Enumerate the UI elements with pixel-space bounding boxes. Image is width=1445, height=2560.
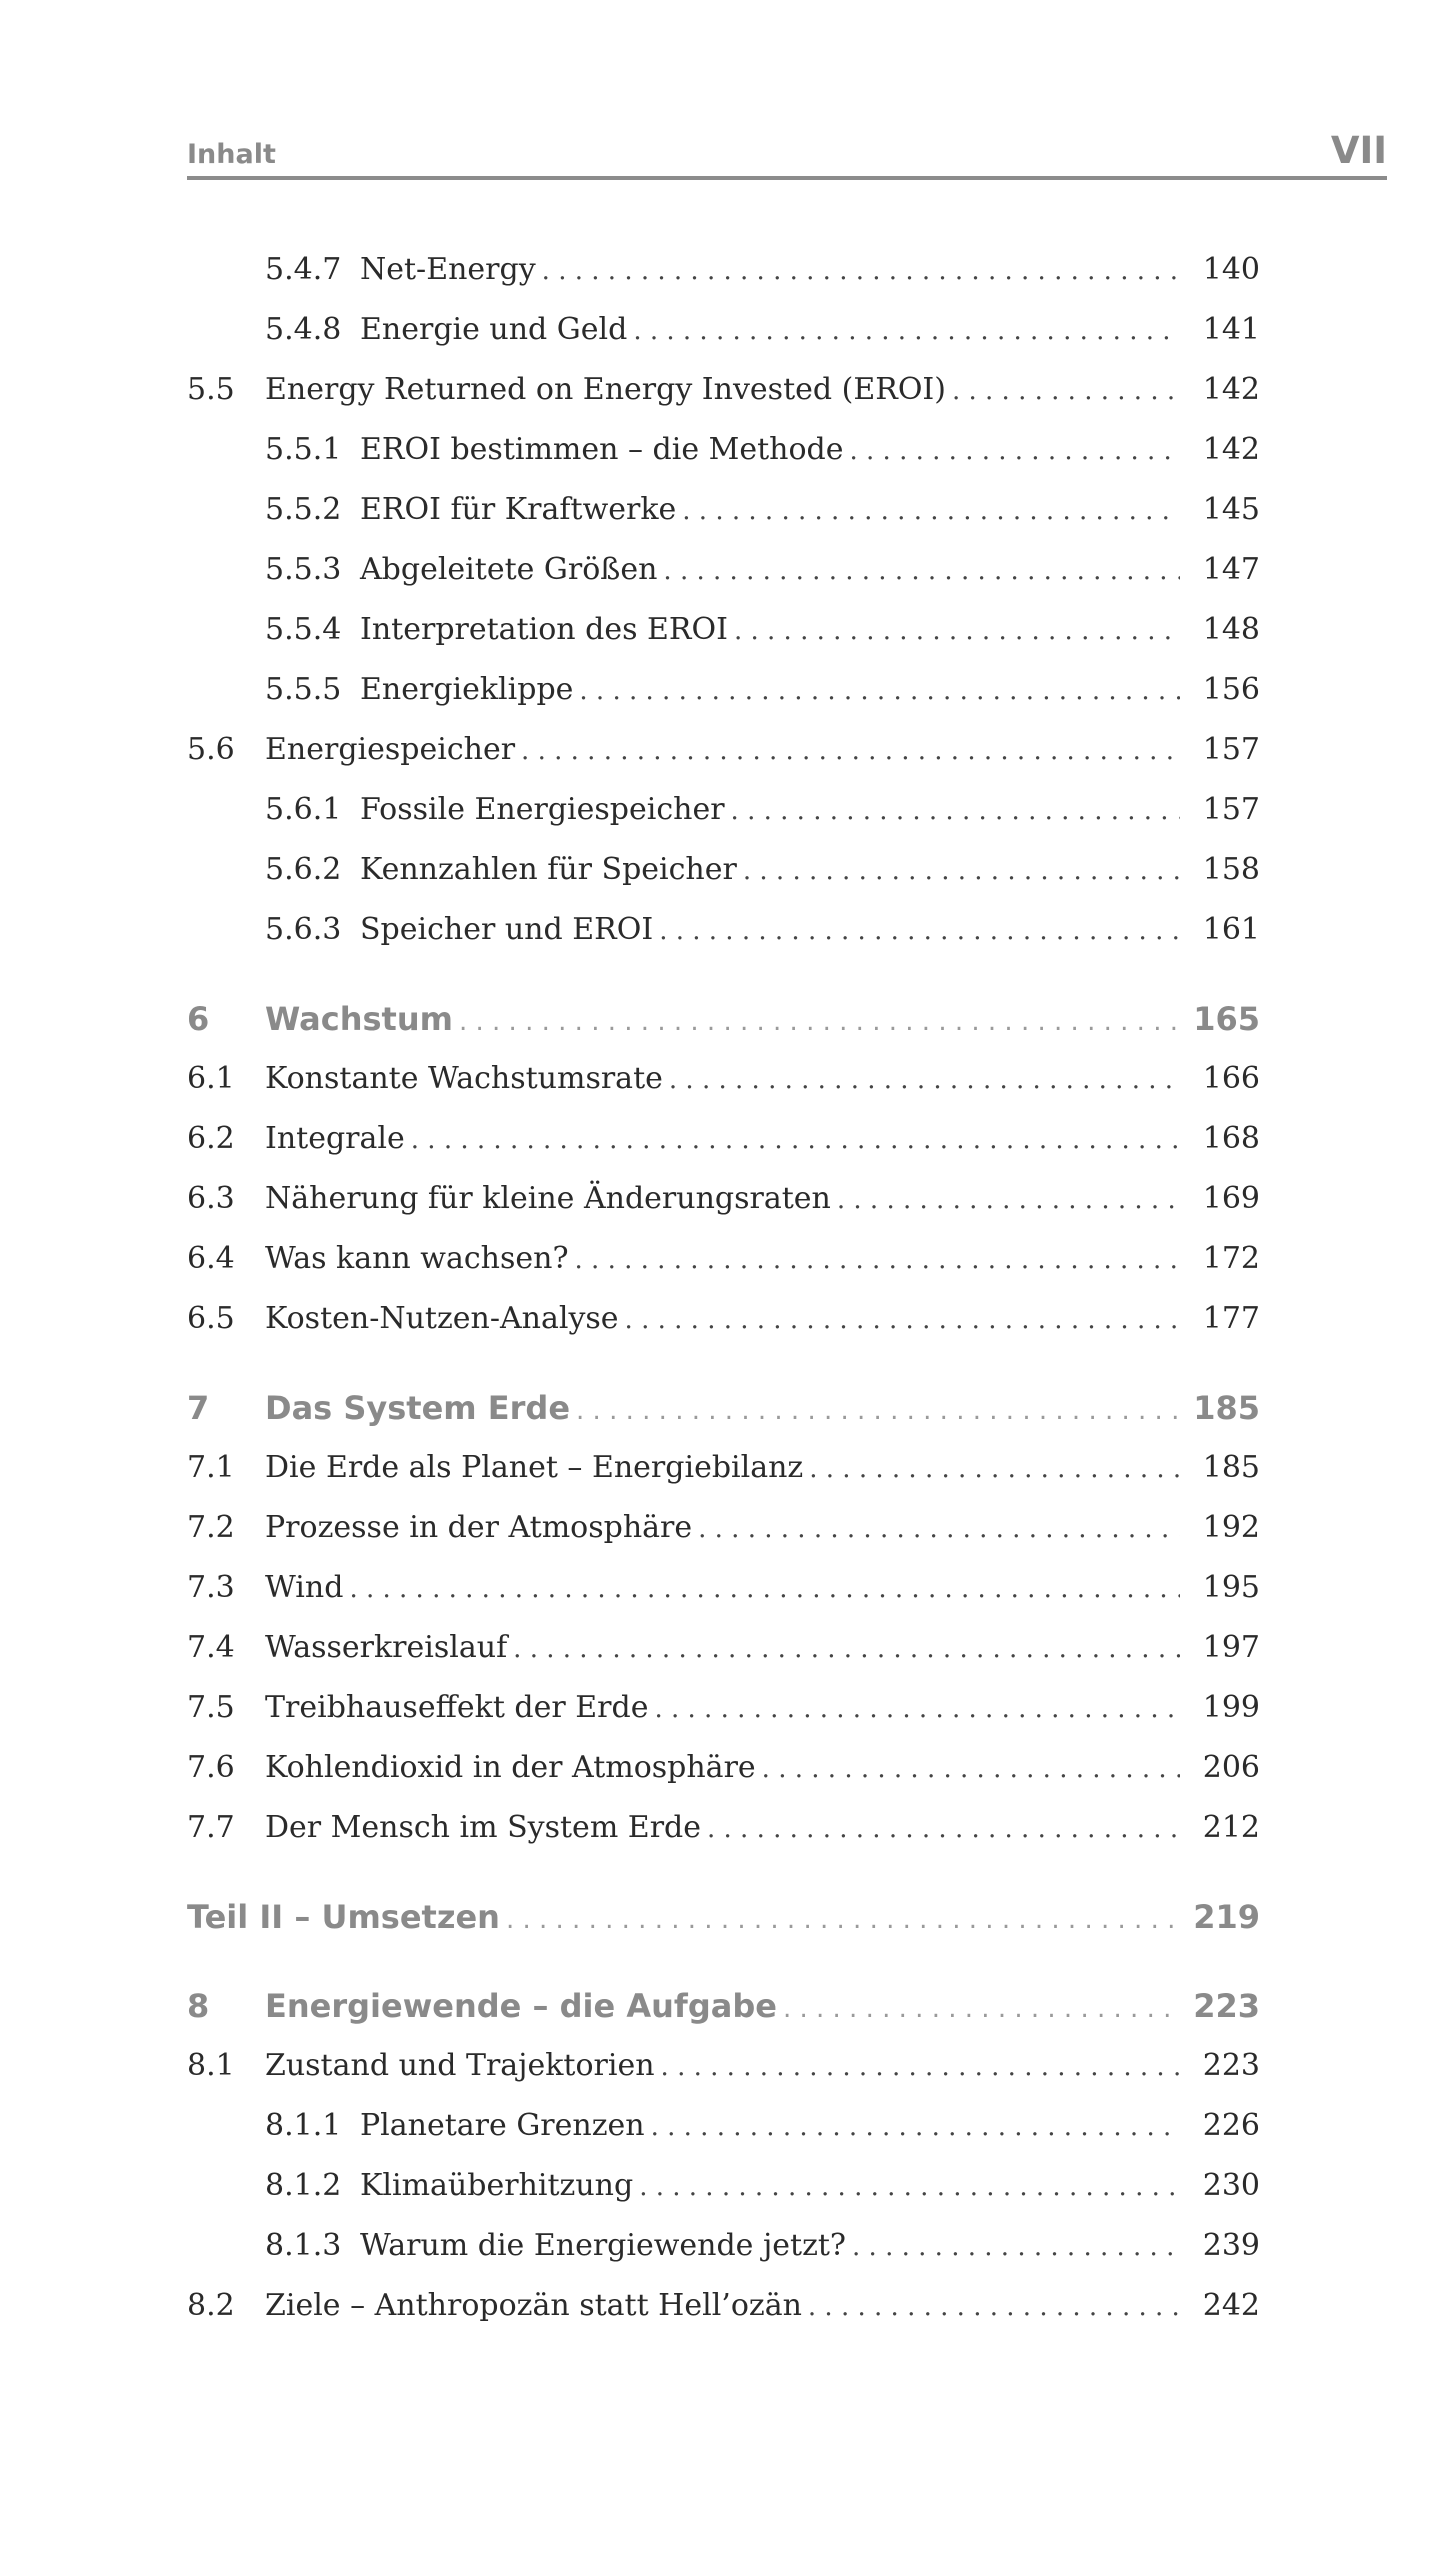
- toc-entry-line: [360, 420, 1260, 481]
- toc-entry-title: Kohlendioxid in der Atmosphäre: [265, 1750, 756, 1785]
- toc-entry-sub[interactable]: [187, 240, 1260, 300]
- toc-entry-line: [187, 1887, 1260, 1950]
- toc-entry-sub[interactable]: [187, 540, 1260, 600]
- toc-entry-section[interactable]: [187, 720, 1260, 780]
- toc-entry-number: 5.4.8: [265, 312, 342, 347]
- toc-entry-title: Fossile Energiespeicher: [360, 792, 725, 827]
- dot-leader: [734, 601, 1180, 661]
- dot-leader: [783, 1979, 1180, 2039]
- toc-entry-page: 177: [1202, 1301, 1260, 1336]
- toc-entry-part[interactable]: [187, 1887, 1260, 1947]
- toc-entry-title: Ziele – Anthropozän statt Hell’ozän: [265, 2288, 802, 2323]
- toc-entry-line: [360, 300, 1260, 361]
- toc-entry-page: 185: [1193, 1389, 1260, 1427]
- toc-entry-number: 7: [187, 1389, 210, 1427]
- toc-entry-line: [360, 240, 1260, 301]
- table-of-contents: [187, 240, 1260, 2336]
- toc-entry-sub[interactable]: [187, 2096, 1260, 2156]
- toc-entry-title: Kosten-Nutzen-Analyse: [265, 1301, 619, 1336]
- toc-entry-title: Wachstum: [265, 1000, 453, 1038]
- toc-entry-number: 5.6.1: [265, 792, 342, 827]
- toc-entry-title: Prozesse in der Atmosphäre: [265, 1510, 693, 1545]
- toc-entry-page: 141: [1202, 312, 1260, 347]
- dot-leader: [762, 1739, 1180, 1799]
- toc-entry-line: [265, 1976, 1260, 2039]
- toc-entry-title: Interpretation des EROI: [360, 612, 728, 647]
- toc-entry-page: 226: [1202, 2108, 1260, 2143]
- toc-entry-page: 157: [1202, 792, 1260, 827]
- toc-entry-section[interactable]: [187, 1289, 1260, 1349]
- toc-entry-line: [265, 1678, 1260, 1739]
- toc-entry-line: [360, 2096, 1260, 2157]
- toc-entry-number: 7.1: [187, 1450, 235, 1485]
- dot-leader: [459, 992, 1180, 1052]
- toc-entry-section[interactable]: [187, 1558, 1260, 1618]
- toc-entry-title: Treibhauseffekt der Erde: [265, 1690, 649, 1725]
- toc-entry-sub[interactable]: [187, 420, 1260, 480]
- toc-entry-line: [265, 2036, 1260, 2097]
- toc-entry-title: Integrale: [265, 1121, 405, 1156]
- toc-entry-number: 5.5.5: [265, 672, 342, 707]
- toc-entry-line: [360, 840, 1260, 901]
- dot-leader: [349, 1559, 1180, 1619]
- toc-entry-section[interactable]: [187, 1498, 1260, 1558]
- toc-entry-page: 157: [1202, 732, 1260, 767]
- toc-entry-title: Energy Returned on Energy Invested (EROI): [265, 372, 946, 407]
- toc-entry-number: 8.1: [187, 2048, 235, 2083]
- toc-entry-number: 6.4: [187, 1241, 235, 1276]
- toc-entry-line: [360, 780, 1260, 841]
- toc-entry-sub[interactable]: [187, 2156, 1260, 2216]
- toc-entry-page: 168: [1202, 1121, 1260, 1156]
- toc-entry-section[interactable]: [187, 1798, 1260, 1858]
- toc-entry-page: 239: [1202, 2228, 1260, 2263]
- toc-entry-section[interactable]: [187, 2036, 1260, 2096]
- toc-entry-number: 5.5.1: [265, 432, 342, 467]
- toc-entry-sub[interactable]: [187, 600, 1260, 660]
- toc-entry-title: Energiewende – die Aufgabe: [265, 1987, 777, 2025]
- toc-entry-page: 166: [1202, 1061, 1260, 1096]
- toc-entry-number: 7.5: [187, 1690, 235, 1725]
- dot-leader: [698, 1499, 1180, 1559]
- toc-gap: [187, 1349, 1260, 1378]
- toc-entry-page: 212: [1202, 1810, 1260, 1845]
- dot-leader: [542, 241, 1180, 301]
- toc-entry-section[interactable]: [187, 1618, 1260, 1678]
- toc-entry-title: Klimaüberhitzung: [360, 2168, 634, 2203]
- dot-leader: [852, 2217, 1180, 2277]
- toc-gap: [187, 1947, 1260, 1976]
- toc-entry-title: Näherung für kleine Änderungsraten: [265, 1181, 831, 1216]
- dot-leader: [669, 1050, 1180, 1110]
- dot-leader: [809, 1439, 1180, 1499]
- dot-leader: [625, 1290, 1180, 1350]
- toc-entry-page: 148: [1202, 612, 1260, 647]
- toc-entry-line: [265, 1498, 1260, 1559]
- dot-leader: [576, 1381, 1180, 1441]
- toc-entry-number: 5.5.4: [265, 612, 342, 647]
- dot-leader: [837, 1170, 1180, 1230]
- toc-entry-number: 8.1.3: [265, 2228, 342, 2263]
- page-number: VII: [1330, 129, 1387, 172]
- toc-entry-page: 192: [1202, 1510, 1260, 1545]
- toc-entry-line: [265, 1289, 1260, 1350]
- toc-entry-number: 8.2: [187, 2288, 235, 2323]
- toc-entry-title: Warum die Energiewende jetzt?: [360, 2228, 847, 2263]
- toc-entry-page: 140: [1202, 252, 1260, 287]
- dot-leader: [661, 2037, 1180, 2097]
- toc-entry-line: [360, 600, 1260, 661]
- toc-entry-line: [265, 720, 1260, 781]
- toc-entry-number: 5.6.3: [265, 912, 342, 947]
- toc-entry-title: Zustand und Trajektorien: [265, 2048, 655, 2083]
- toc-entry-line: [265, 1618, 1260, 1679]
- toc-entry-page: 156: [1202, 672, 1260, 707]
- toc-entry-sub[interactable]: [187, 660, 1260, 720]
- toc-entry-title: Die Erde als Planet – Energiebilanz: [265, 1450, 804, 1485]
- toc-entry-page: 223: [1193, 1987, 1260, 2025]
- dot-leader: [639, 2157, 1180, 2217]
- toc-entry-page: 206: [1202, 1750, 1260, 1785]
- toc-entry-chapter[interactable]: [187, 989, 1260, 1049]
- dot-leader: [707, 1799, 1180, 1859]
- toc-entry-page: 197: [1202, 1630, 1260, 1665]
- toc-entry-line: [265, 360, 1260, 421]
- toc-entry-section[interactable]: [187, 2276, 1260, 2336]
- toc-entry-title: Konstante Wachstumsrate: [265, 1061, 663, 1096]
- dot-leader: [682, 481, 1180, 541]
- dot-leader: [663, 541, 1180, 601]
- dot-leader: [506, 1890, 1180, 1950]
- toc-entry-title: Abgeleitete Größen: [360, 552, 658, 587]
- toc-entry-title: Planetare Grenzen: [360, 2108, 645, 2143]
- toc-entry-title: Energieklippe: [360, 672, 574, 707]
- toc-entry-title: Teil II – Umsetzen: [187, 1898, 500, 1936]
- toc-entry-title: Das System Erde: [265, 1389, 571, 1427]
- toc-entry-line: [265, 1229, 1260, 1290]
- toc-entry-section[interactable]: [187, 1169, 1260, 1229]
- toc-entry-line: [265, 1438, 1260, 1499]
- toc-entry-sub[interactable]: [187, 780, 1260, 840]
- toc-entry-line: [265, 989, 1260, 1052]
- toc-entry-page: 223: [1202, 2048, 1260, 2083]
- toc-entry-section[interactable]: [187, 1438, 1260, 1498]
- toc-entry-number: 8.1.2: [265, 2168, 342, 2203]
- dot-leader: [575, 1230, 1180, 1290]
- toc-entry-number: 6: [187, 1000, 210, 1038]
- toc-entry-number: 6.3: [187, 1181, 235, 1216]
- toc-entry-title: Wind: [265, 1570, 344, 1605]
- toc-gap: [187, 1858, 1260, 1887]
- dot-leader: [633, 301, 1180, 361]
- toc-entry-title: Was kann wachsen?: [265, 1241, 569, 1276]
- toc-entry-page: 219: [1193, 1898, 1260, 1936]
- toc-entry-title: Energie und Geld: [360, 312, 628, 347]
- toc-entry-number: 5.6: [187, 732, 235, 767]
- toc-entry-page: 230: [1202, 2168, 1260, 2203]
- toc-entry-line: [265, 1109, 1260, 1170]
- running-head: Inhalt: [187, 139, 276, 170]
- toc-entry-number: 5.5: [187, 372, 235, 407]
- dot-leader: [659, 901, 1180, 961]
- toc-entry-sub[interactable]: [187, 2216, 1260, 2276]
- toc-entry-section[interactable]: [187, 1109, 1260, 1169]
- toc-entry-chapter[interactable]: [187, 1378, 1260, 1438]
- toc-entry-page: 195: [1202, 1570, 1260, 1605]
- dot-leader: [808, 2277, 1180, 2337]
- toc-entry-number: 6.1: [187, 1061, 235, 1096]
- toc-entry-page: 169: [1202, 1181, 1260, 1216]
- toc-entry-line: [265, 1558, 1260, 1619]
- toc-entry-number: 6.2: [187, 1121, 235, 1156]
- toc-entry-page: 242: [1202, 2288, 1260, 2323]
- toc-entry-number: 7.6: [187, 1750, 235, 1785]
- toc-entry-page: 142: [1202, 372, 1260, 407]
- toc-entry-section[interactable]: [187, 1049, 1260, 1109]
- toc-entry-title: Der Mensch im System Erde: [265, 1810, 701, 1845]
- toc-entry-title: Wasserkreislauf: [265, 1630, 508, 1665]
- toc-entry-page: 145: [1202, 492, 1260, 527]
- toc-entry-sub[interactable]: [187, 480, 1260, 540]
- toc-entry-line: [360, 480, 1260, 541]
- toc-entry-line: [265, 1798, 1260, 1859]
- toc-entry-page: 158: [1202, 852, 1260, 887]
- toc-entry-chapter[interactable]: [187, 1976, 1260, 2036]
- toc-entry-page: 165: [1193, 1000, 1260, 1038]
- toc-entry-line: [265, 1738, 1260, 1799]
- dot-leader: [731, 781, 1180, 841]
- dot-leader: [411, 1110, 1180, 1170]
- toc-entry-line: [360, 660, 1260, 721]
- toc-entry-number: 5.5.2: [265, 492, 342, 527]
- toc-entry-sub[interactable]: [187, 900, 1260, 960]
- toc-entry-page: 142: [1202, 432, 1260, 467]
- toc-entry-section[interactable]: [187, 360, 1260, 420]
- toc-entry-line: [360, 2216, 1260, 2277]
- toc-entry-number: 7.3: [187, 1570, 235, 1605]
- toc-entry-page: 185: [1202, 1450, 1260, 1485]
- toc-entry-title: EROI für Kraftwerke: [360, 492, 677, 527]
- toc-entry-title: Speicher und EROI: [360, 912, 654, 947]
- toc-entry-page: 161: [1202, 912, 1260, 947]
- toc-entry-line: [265, 1049, 1260, 1110]
- toc-entry-line: [360, 900, 1260, 961]
- toc-entry-title: Kennzahlen für Speicher: [360, 852, 737, 887]
- dot-leader: [743, 841, 1180, 901]
- toc-entry-number: 8: [187, 1987, 210, 2025]
- toc-entry-title: Net-Energy: [360, 252, 536, 287]
- toc-entry-section[interactable]: [187, 1229, 1260, 1289]
- dot-leader: [579, 661, 1180, 721]
- toc-entry-number: 5.6.2: [265, 852, 342, 887]
- toc-entry-line: [360, 2156, 1260, 2217]
- toc-entry-line: [265, 1169, 1260, 1230]
- dot-leader: [513, 1619, 1180, 1679]
- toc-entry-line: [265, 1378, 1260, 1441]
- toc-entry-number: 6.5: [187, 1301, 235, 1336]
- dot-leader: [849, 421, 1180, 481]
- toc-entry-section[interactable]: [187, 1678, 1260, 1738]
- toc-entry-line: [360, 540, 1260, 601]
- toc-entry-page: 199: [1202, 1690, 1260, 1725]
- dot-leader: [651, 2097, 1180, 2157]
- toc-entry-number: 8.1.1: [265, 2108, 342, 2143]
- toc-entry-sub[interactable]: [187, 300, 1260, 360]
- toc-entry-section[interactable]: [187, 1738, 1260, 1798]
- toc-entry-title: EROI bestimmen – die Methode: [360, 432, 844, 467]
- toc-entry-line: [265, 2276, 1260, 2337]
- toc-entry-page: 172: [1202, 1241, 1260, 1276]
- toc-entry-title: Energiespeicher: [265, 732, 516, 767]
- dot-leader: [952, 361, 1180, 421]
- toc-entry-number: 7.2: [187, 1510, 235, 1545]
- dot-leader: [654, 1679, 1180, 1739]
- toc-entry-number: 7.7: [187, 1810, 235, 1845]
- toc-entry-number: 7.4: [187, 1630, 235, 1665]
- page-header: [187, 128, 1387, 180]
- toc-entry-number: 5.4.7: [265, 252, 342, 287]
- toc-entry-number: 5.5.3: [265, 552, 342, 587]
- dot-leader: [521, 721, 1180, 781]
- toc-entry-sub[interactable]: [187, 840, 1260, 900]
- toc-entry-page: 147: [1202, 552, 1260, 587]
- toc-gap: [187, 960, 1260, 989]
